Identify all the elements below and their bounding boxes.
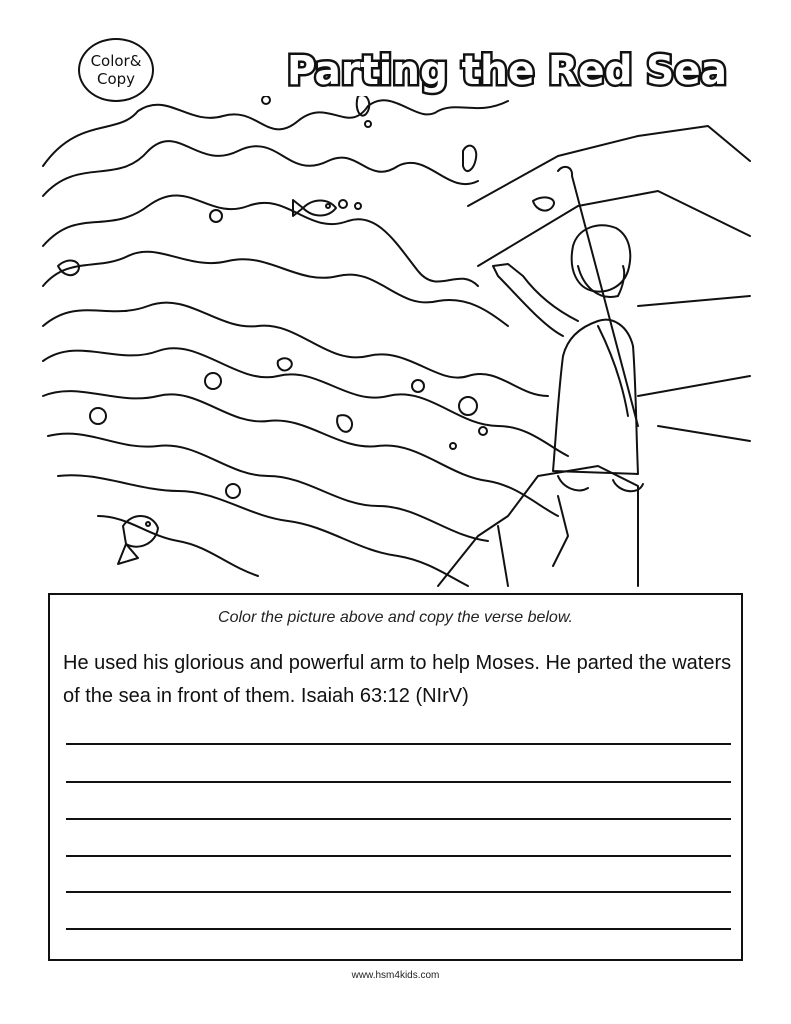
- bubble: [355, 203, 361, 209]
- wave-line: [43, 195, 478, 286]
- wave-line: [58, 475, 468, 586]
- page-title: [283, 40, 731, 100]
- fish-eye: [326, 204, 330, 208]
- writing-line[interactable]: [66, 818, 731, 820]
- writing-line[interactable]: [66, 891, 731, 893]
- bubble: [450, 443, 456, 449]
- bubble: [226, 484, 240, 498]
- coloring-illustration: [38, 96, 753, 588]
- bubble: [412, 380, 424, 392]
- splash: [337, 415, 352, 432]
- mountain-outline: [478, 191, 750, 266]
- verse-text: He used his glorious and powerful arm to help Moses. He parted the waters of the sea in front of them. Isaiah 63:12 (NIrV): [63, 652, 732, 707]
- splash: [463, 146, 476, 171]
- footer-url: www.hsm4kids.com: [351, 970, 440, 981]
- bubble: [205, 373, 221, 389]
- bubble: [365, 121, 371, 127]
- wave-line: [43, 348, 568, 456]
- mountain-outline: [658, 426, 750, 441]
- bubble: [459, 397, 477, 415]
- cliff-outline: [498, 526, 508, 586]
- bubble: [90, 408, 106, 424]
- wave-line: [98, 516, 258, 576]
- mountain-outline: [468, 126, 750, 206]
- copy-verse-box: [48, 593, 743, 961]
- mountain-outline: [638, 376, 750, 396]
- mountain-outline: [638, 296, 750, 306]
- cliff-outline: [553, 496, 568, 566]
- wave-line: [43, 100, 508, 166]
- wave-line: [43, 303, 548, 396]
- fish-eye: [146, 522, 150, 526]
- wave-line: [43, 252, 508, 326]
- bubble: [479, 427, 487, 435]
- moses-head: [572, 225, 631, 291]
- instruction-text: Color the picture above and copy the verse below.: [218, 609, 573, 626]
- wave-line: [43, 141, 478, 196]
- color-and-copy-badge: [78, 38, 154, 102]
- writing-line[interactable]: [66, 743, 731, 745]
- badge-line-1: Color&: [90, 52, 142, 70]
- splash: [533, 197, 554, 210]
- wave-line: [48, 434, 488, 541]
- cliff-outline: [438, 466, 638, 586]
- fish-outline: [118, 516, 158, 564]
- page-title-text: Parting the Red Sea: [287, 48, 727, 94]
- writing-line[interactable]: [66, 928, 731, 930]
- moses-feet: [558, 476, 643, 491]
- bubble: [262, 96, 270, 104]
- title-svg: [283, 40, 731, 100]
- splash: [278, 358, 292, 370]
- writing-line[interactable]: [66, 855, 731, 857]
- wave-line: [43, 391, 558, 516]
- badge-line-2: Copy: [96, 70, 136, 88]
- writing-line[interactable]: [66, 781, 731, 783]
- bubble: [210, 210, 222, 222]
- bubble: [339, 200, 347, 208]
- moses-robe: [553, 320, 638, 474]
- moses-staff: [558, 167, 638, 426]
